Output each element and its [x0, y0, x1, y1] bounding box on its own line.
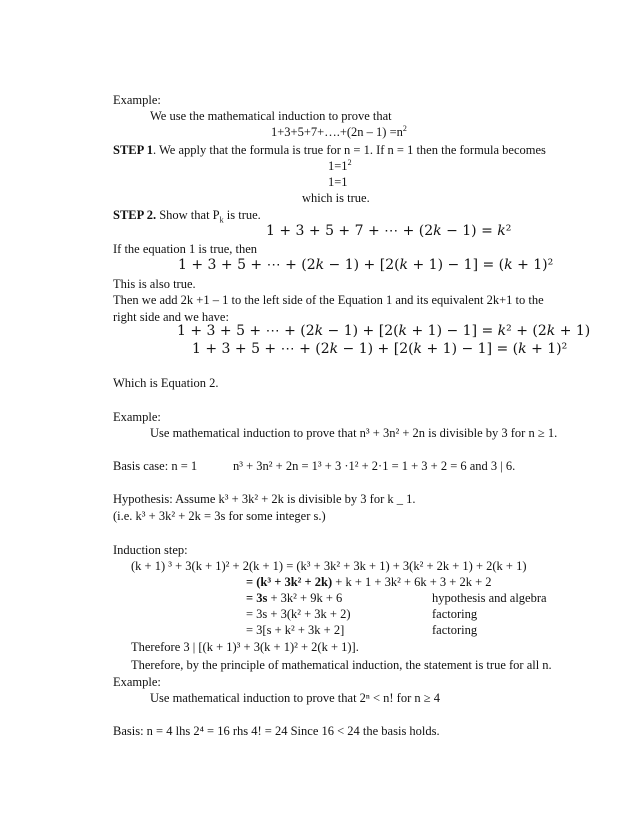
- step-2-equation-3: 1 + 3 + 5 + ⋯ + (2𝑘 − 1) + [2(𝑘 + 1) − 1] = 𝑘² + (2𝑘 + 1): [177, 323, 591, 339]
- step-2-also-true: This is also true.: [113, 277, 196, 291]
- induction-line-3-note: hypothesis and algebra: [432, 591, 547, 605]
- induction-line-5: = 3[s + k² + 3k + 2]: [246, 623, 345, 637]
- induction-therefore-2: Therefore, by the principle of mathematical induction, the statement is true for all n.: [131, 658, 552, 672]
- example-2-label: Example:: [113, 410, 161, 424]
- step-2-then-line-1: Then we add 2k +1 – 1 to the left side of the Equation 1 and its equivalent 2k+1 to the: [113, 293, 544, 307]
- basis-equation: n³ + 3n² + 2n = 1³ + 3 ·1² + 2·1 = 1 + 3 + 2 = 6 and 3 | 6.: [233, 459, 516, 473]
- step-2-heading: STEP 2. Show that $P_k$ is true.: [113, 208, 261, 225]
- induction-line-5-note: factoring: [432, 623, 478, 637]
- step-2-equation-4: 1 + 3 + 5 + ⋯ + (2𝑘 − 1) + [2(𝑘 + 1) − 1] = (𝑘 + 1)²: [192, 341, 568, 357]
- step-2-if-line: If the equation 1 is true, then: [113, 242, 258, 256]
- example-1-intro: We use the mathematical induction to prove that: [150, 109, 392, 123]
- hypothesis-line-1: Hypothesis: Assume k³ + 3k² + 2k is divisible by 3 for k _ 1.: [113, 492, 416, 506]
- example-3-intro: Use mathematical induction to prove that 2ⁿ < n! for n ≥ 4: [150, 691, 440, 705]
- example-1-formula: 1+3+5+7+….+(2n – $1) =n^2$: [271, 123, 407, 139]
- induction-line-2: = (k³ + 3k² + 2k) + k + 1 + 3k² + 6k + 3 + 2k + 2: [246, 575, 492, 589]
- step-1-text: STEP 1. We apply that the formula is true for n = 1. If n = 1 then the formula becomes: [113, 143, 546, 157]
- example-2-intro: Use mathematical induction to prove that n³ + 3n² + 2n is divisible by 3 for n ≥ 1.: [150, 426, 558, 440]
- hypothesis-line-2: (i.e. k³ + 3k² + 2k = 3s for some integer s.): [113, 509, 326, 523]
- induction-line-1: (k + 1) ³ + 3(k + 1)² + 2(k + 1) = (k³ + 3k² + 3k + 1) + 3(k² + 2k + 1) + 2(k + 1): [131, 559, 527, 573]
- example-1-label: Example:: [113, 93, 161, 107]
- step-1-equation-2: 1=1: [328, 175, 348, 189]
- step-1-equation-1: $1=1^2$: [328, 157, 352, 173]
- induction-line-4: = 3s + 3(k² + 3k + 2): [246, 607, 351, 621]
- step-2-then-line-2: right side and we have:: [113, 310, 229, 324]
- step-1-true: which is true.: [302, 191, 370, 205]
- step-2-equation-1: 1 + 3 + 5 + 7 + ⋯ + (2𝑘 − 1) = 𝑘²: [266, 223, 512, 239]
- basis-label: Basis case: n = 1: [113, 459, 198, 473]
- step-2-which: Which is Equation 2.: [113, 376, 219, 390]
- induction-line-4-note: factoring: [432, 607, 478, 621]
- induction-label: Induction step:: [113, 543, 188, 557]
- example-3-label: Example:: [113, 675, 161, 689]
- example-3-basis: Basis: n = 4 lhs 2⁴ = 16 rhs 4! = 24 Since 16 < 24 the basis holds.: [113, 724, 440, 738]
- induction-line-3: = 3s + 3k² + 9k + 6: [246, 591, 343, 605]
- induction-therefore-1: Therefore 3 | [(k + 1)³ + 3(k + 1)² + 2(k + 1)].: [131, 640, 359, 654]
- step-2-equation-2: 1 + 3 + 5 + ⋯ + (2𝑘 − 1) + [2(𝑘 + 1) − 1] = (𝑘 + 1)²: [178, 257, 554, 273]
